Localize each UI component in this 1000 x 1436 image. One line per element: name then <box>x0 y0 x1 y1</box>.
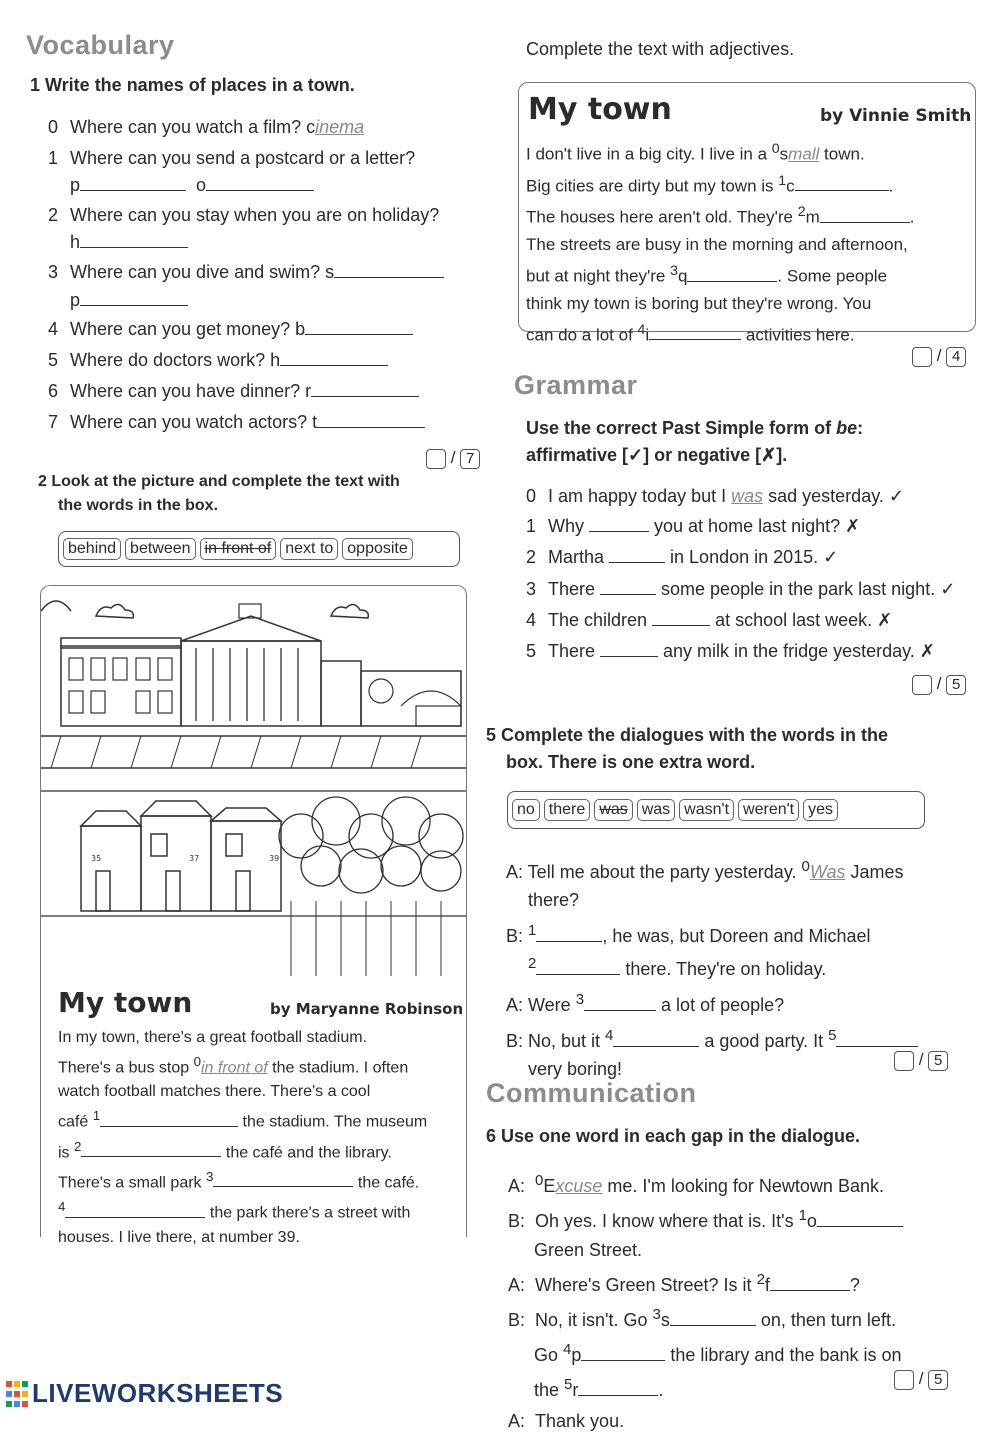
vocab-item-5: 5 Where do doctors work? h <box>48 349 388 371</box>
house-number-37: 37 <box>189 854 200 863</box>
town-illustration <box>41 586 466 981</box>
house-number-39: 39 <box>269 854 280 863</box>
grammar-item-5: 5 There any milk in the fridge yesterday. ✗ <box>526 641 935 661</box>
vocab-item-2: 2 Where can you stay when you are on holiday? <box>48 205 440 225</box>
exercise-4-title: Use the correct Past Simple form of be: affirmative [✓] or negative [✗]. <box>526 418 864 465</box>
exercise-5-title: 5 Complete the dialogues with the words in the box. There is one extra word. <box>486 725 889 772</box>
word-there: there <box>544 799 590 821</box>
answer-blank[interactable] <box>670 1309 756 1326</box>
vocab-item-7: 7 Where can you watch actors? t <box>48 411 425 433</box>
answer-blank[interactable] <box>795 174 889 191</box>
answer-blank[interactable] <box>649 323 741 340</box>
vocabulary-heading: Vocabulary <box>26 30 175 60</box>
grammar-item-3: 3 There some people in the park last night. ✓ <box>526 579 956 599</box>
vocab-item-3: 3 Where can you dive and swim? s <box>48 261 444 283</box>
answer-blank[interactable] <box>652 609 710 626</box>
answer-blank[interactable] <box>589 515 649 532</box>
vocab-item-3-answer: p <box>70 289 188 311</box>
story-1-author: by Maryanne Robinson <box>270 1000 464 1018</box>
ex5-score: / 5 <box>894 1050 948 1071</box>
word-yes: yes <box>803 799 838 821</box>
score-input[interactable] <box>426 449 446 469</box>
answer-blank[interactable] <box>536 958 620 975</box>
word-was-used: was <box>594 799 632 821</box>
answer-blank[interactable] <box>613 1030 699 1047</box>
answer-blank[interactable] <box>80 289 188 306</box>
answer-blank[interactable] <box>206 174 314 191</box>
story-2-text: I don't live in a big city. I live in a $^0$small town. Big cities are dirty but my town is $^1$c . The houses here aren't old. They're $^2$m . The streets are busy in the morning and afternoon, but at night they're $^3$q . Some people think my town is boring but they're wrong. You can do a lot of $^4$i activities here. <box>526 141 915 345</box>
story-2-title: My town <box>528 92 672 127</box>
score-input[interactable] <box>894 1370 914 1390</box>
story-1-text: In my town, there's a great football stadium. There's a bus stop $^0$in front of the stadium. I often watch football matches there. There's a cool café $^1$ the stadium. The museum is $^2$ the café and the library. There's a small park $^3$ the café. $^4$ the park there's a street with houses. I live there, at number 39. <box>58 1029 428 1246</box>
answer-blank[interactable] <box>820 206 910 223</box>
answer-blank[interactable] <box>311 380 419 397</box>
word-was: was <box>637 799 675 821</box>
story-2-author: by Vinnie Smith <box>820 106 972 126</box>
answer-blank[interactable] <box>817 1210 903 1227</box>
answer-blank[interactable] <box>80 231 188 248</box>
word-behind: behind <box>63 538 121 560</box>
exercise-6-title: 6 Use one word in each gap in the dialogue. <box>486 1126 861 1146</box>
grammar-item-4: 4 The children at school last week. ✗ <box>526 610 893 630</box>
answer-blank[interactable] <box>81 1140 221 1157</box>
answer-blank[interactable] <box>581 1344 665 1361</box>
vocab-item-1-answer: p o <box>70 174 314 196</box>
dialogue-5: A: Tell me about the party yesterday. $^0$Was James there? B: $^1$ , he was, but Doreen and Michael $^2$ there. They're on holiday. A: Were $^3$ a lot of people? B: No, but it $^4$ a good party. It $^5$ very boring! <box>506 853 918 1083</box>
exercise-1-title: 1 Write the names of places in a town. <box>30 75 355 95</box>
answer-blank[interactable] <box>536 925 602 942</box>
exercise-2-title: 2 Look at the picture and complete the text with the words in the box. <box>38 473 400 514</box>
grammar-item-2: 2 Martha in London in 2015. ✓ <box>526 547 839 567</box>
story-1-title: My town <box>58 986 193 1019</box>
word-in-front-of: in front of <box>200 538 277 560</box>
logo-icon <box>6 1381 28 1407</box>
logo-text: LIVEWORKSHEETS <box>32 1378 284 1408</box>
score-input[interactable] <box>894 1051 914 1071</box>
answer-blank[interactable] <box>578 1379 658 1396</box>
communication-heading: Communication <box>486 1078 697 1108</box>
grammar-item-1: 1 Why you at home last night? ✗ <box>526 516 861 536</box>
vocab-item-4: 4 Where can you get money? b <box>48 318 413 340</box>
liveworksheets-logo <box>6 1378 283 1409</box>
answer-blank[interactable] <box>334 261 444 278</box>
vocab-item-2-answer: h <box>70 231 188 253</box>
answer-blank[interactable] <box>600 640 658 657</box>
score-input[interactable] <box>912 347 932 367</box>
vocab-score: / 7 <box>426 448 480 469</box>
word-between: between <box>125 538 196 560</box>
answer-blank[interactable] <box>213 1170 353 1187</box>
answer-blank[interactable] <box>600 578 656 595</box>
answer-blank[interactable] <box>836 1030 918 1047</box>
score-input[interactable] <box>912 675 932 695</box>
answer-blank[interactable] <box>584 994 656 1011</box>
house-number-35: 35 <box>91 854 102 863</box>
vocab-item-6: 6 Where can you have dinner? r <box>48 380 419 402</box>
word-no: no <box>512 799 540 821</box>
answer-blank[interactable] <box>770 1274 850 1291</box>
word-box-ex2 <box>58 531 460 567</box>
answer-blank[interactable] <box>80 174 186 191</box>
answer-blank[interactable] <box>305 318 413 335</box>
grammar-item-0: 0 I am happy today but I was sad yesterday. ✓ <box>526 486 904 506</box>
word-next-to: next to <box>280 538 338 560</box>
ex3-score: / 4 <box>912 346 966 367</box>
vocab-item-1: 1 Where can you send a postcard or a letter? <box>48 148 416 168</box>
answer-blank[interactable] <box>609 546 665 563</box>
word-opposite: opposite <box>342 538 413 560</box>
comm-score: / 5 <box>894 1369 948 1390</box>
answer-blank[interactable] <box>687 265 777 282</box>
vocab-item-0: 0 Where can you watch a film? cinema <box>48 117 365 137</box>
answer-blank[interactable] <box>65 1201 205 1218</box>
word-werent: weren't <box>738 799 799 821</box>
exercise-3-title: Complete the text with adjectives. <box>526 39 795 59</box>
grammar-heading: Grammar <box>514 370 638 400</box>
dialogue-6: A: $^0$Excuse me. I'm looking for Newtown Bank. B: Oh yes. I know where that is. It's $^1$o Green Street. A: Where's Green Street? Is it $^2$f ? B: No, it isn't. Go $^3$s on, then turn left. Go $^4$p the library and the bank is on the $^5$r . A: Thank you. <box>508 1172 902 1431</box>
answer-blank[interactable] <box>280 349 388 366</box>
word-box-ex5 <box>507 791 925 829</box>
word-wasnt: wasn't <box>679 799 734 821</box>
grammar-score: / 5 <box>912 674 966 695</box>
answer-blank[interactable] <box>100 1110 238 1127</box>
answer-blank[interactable] <box>317 411 425 428</box>
